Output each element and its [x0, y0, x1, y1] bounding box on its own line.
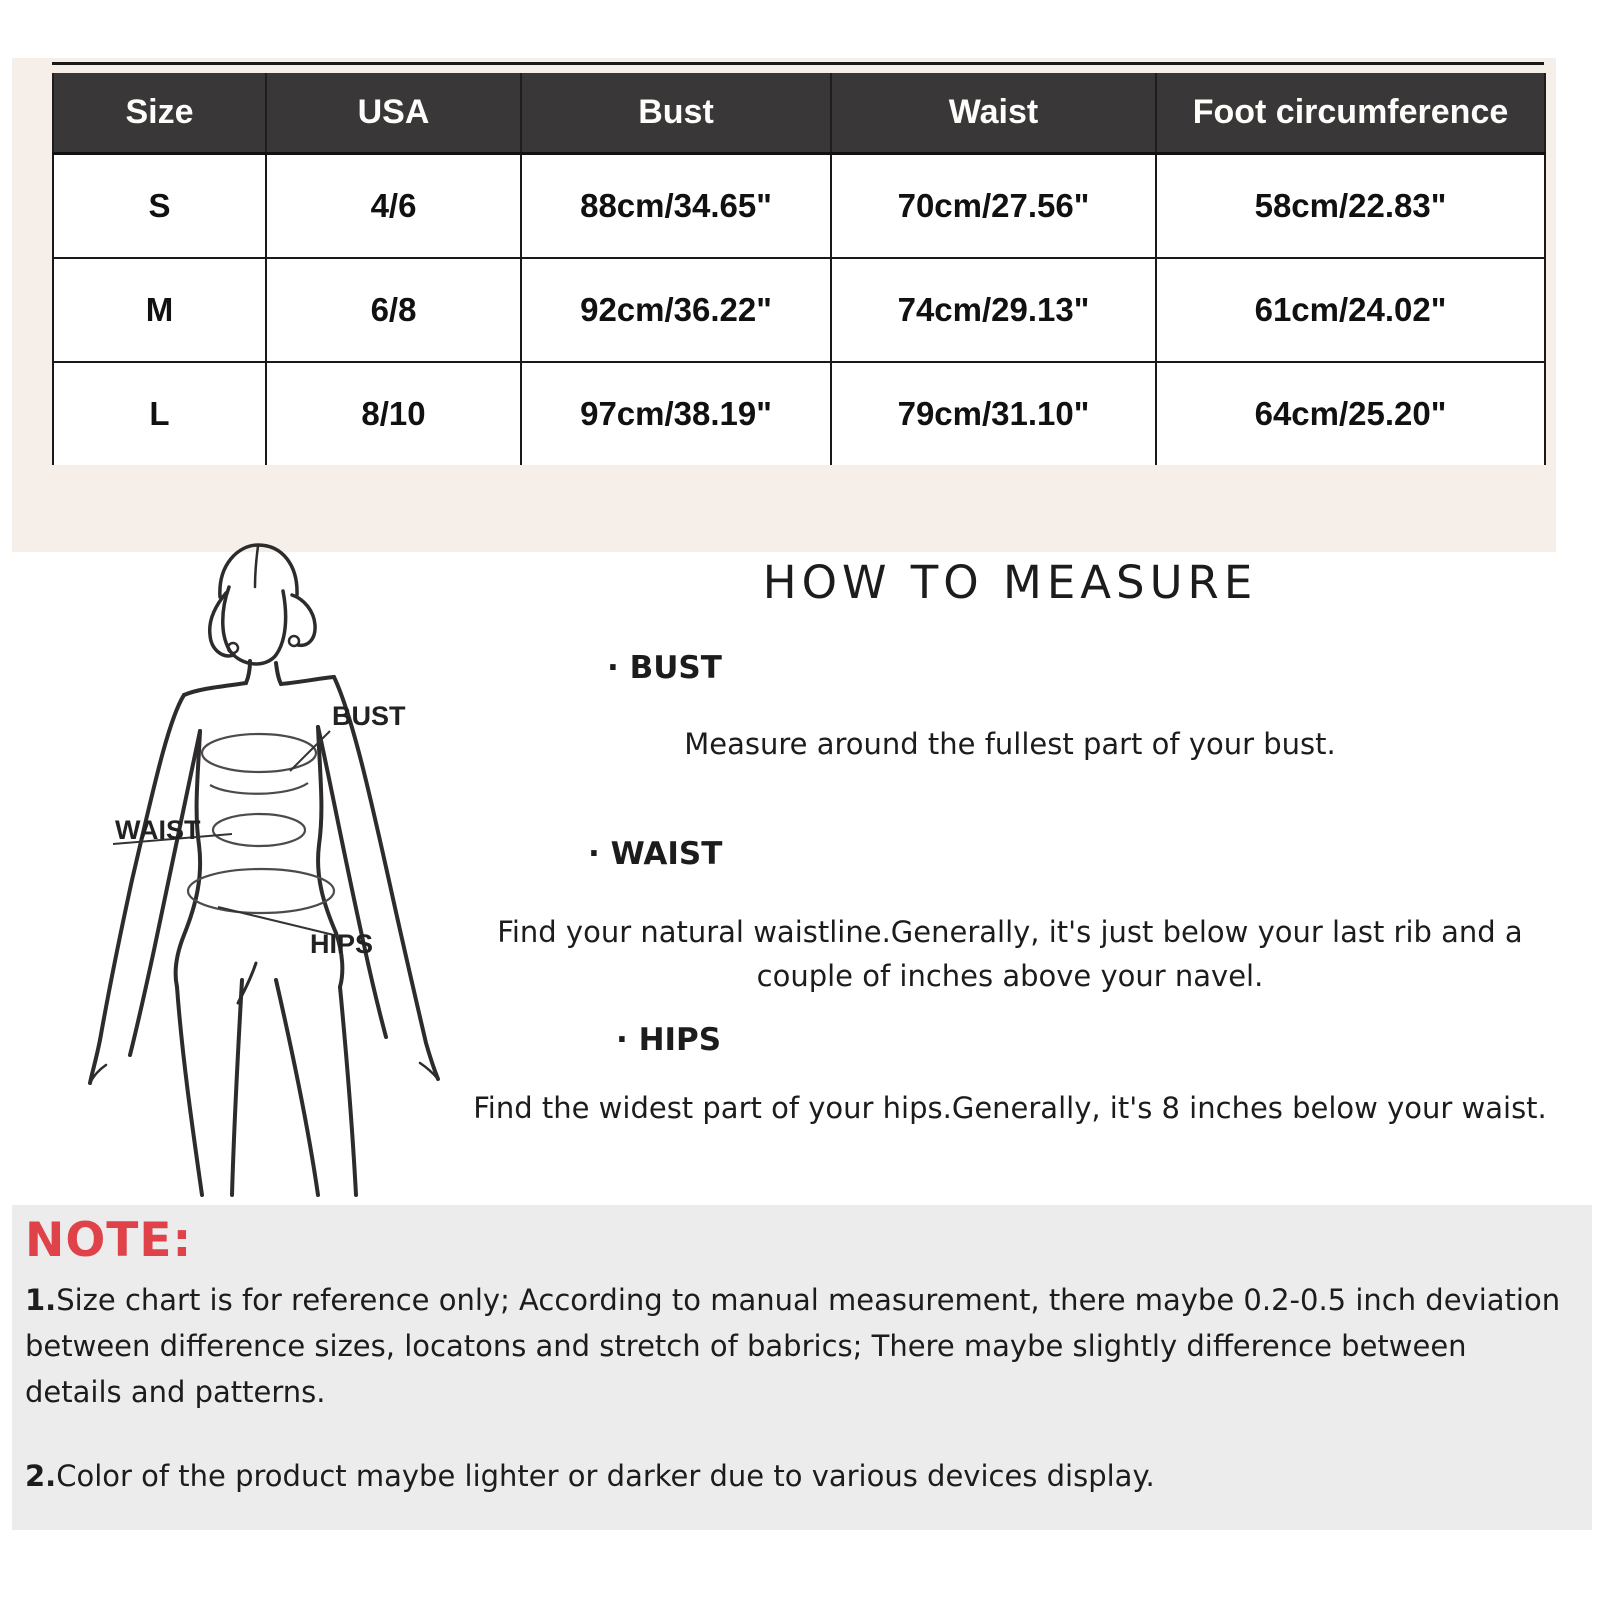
- figure-waist-label: WAIST: [115, 815, 201, 845]
- cell-foot: 61cm/24.02": [1156, 258, 1545, 362]
- waist-instructions: Find your natural waistline.Generally, it's just below your last rib and a couple of inches above your navel.: [497, 915, 1523, 993]
- table-top-rule: [52, 62, 1544, 65]
- hips-heading: · HIPS: [616, 1022, 722, 1058]
- note-item-1: [25, 1277, 1570, 1415]
- waist-heading: · WAIST: [588, 836, 723, 872]
- cell-usa: 4/6: [266, 154, 521, 259]
- cell-size: M: [53, 258, 266, 362]
- how-to-measure-title: HOW TO MEASURE: [762, 556, 1258, 609]
- table-row-m: [53, 258, 1545, 362]
- bust-instructions: Measure around the fullest part of your bust.: [684, 727, 1336, 761]
- table-row-l: [53, 362, 1545, 465]
- table-header-row: [53, 73, 1545, 154]
- figure-hips-label: HIPS: [310, 929, 374, 959]
- note-item-2: [25, 1453, 1570, 1499]
- table-row-s: [53, 154, 1545, 259]
- hips-instructions: Find the widest part of your hips.Generally, it's 8 inches below your waist.: [473, 1091, 1547, 1125]
- figure-bust-label: BUST: [332, 701, 406, 731]
- cell-size: L: [53, 362, 266, 465]
- note-item-number: 2.: [25, 1459, 57, 1493]
- measure-ellipses: [188, 734, 334, 913]
- cell-waist: 70cm/27.56": [831, 154, 1156, 259]
- cell-foot: 58cm/22.83": [1156, 154, 1545, 259]
- note-item-text: Size chart is for reference only; According to manual measurement, there maybe 0.2-0.5 inch deviation between difference sizes, locatons and stretch of babrics; There maybe slightly difference between details and patterns.: [25, 1283, 1561, 1409]
- cell-bust: 88cm/34.65": [521, 154, 831, 259]
- cell-waist: 79cm/31.10": [831, 362, 1156, 465]
- note-section: [12, 1205, 1592, 1530]
- note-title: NOTE:: [25, 1213, 193, 1268]
- size-chart-table: [52, 73, 1546, 465]
- bust-heading: · BUST: [607, 650, 722, 686]
- cell-usa: 8/10: [266, 362, 521, 465]
- cell-size: S: [53, 154, 266, 259]
- cell-bust: 92cm/36.22": [521, 258, 831, 362]
- header-cell-waist: Waist: [831, 73, 1156, 154]
- cell-foot: 64cm/25.20": [1156, 362, 1545, 465]
- cell-bust: 97cm/38.19": [521, 362, 831, 465]
- header-cell-foot-circumference: Foot circumference: [1156, 73, 1545, 154]
- header-cell-size: Size: [53, 73, 266, 154]
- note-item-text: Color of the product maybe lighter or darker due to various devices display.: [56, 1459, 1155, 1493]
- cell-waist: 74cm/29.13": [831, 258, 1156, 362]
- cell-usa: 6/8: [266, 258, 521, 362]
- note-item-number: 1.: [25, 1283, 57, 1317]
- header-cell-bust: Bust: [521, 73, 831, 154]
- header-cell-usa: USA: [266, 73, 521, 154]
